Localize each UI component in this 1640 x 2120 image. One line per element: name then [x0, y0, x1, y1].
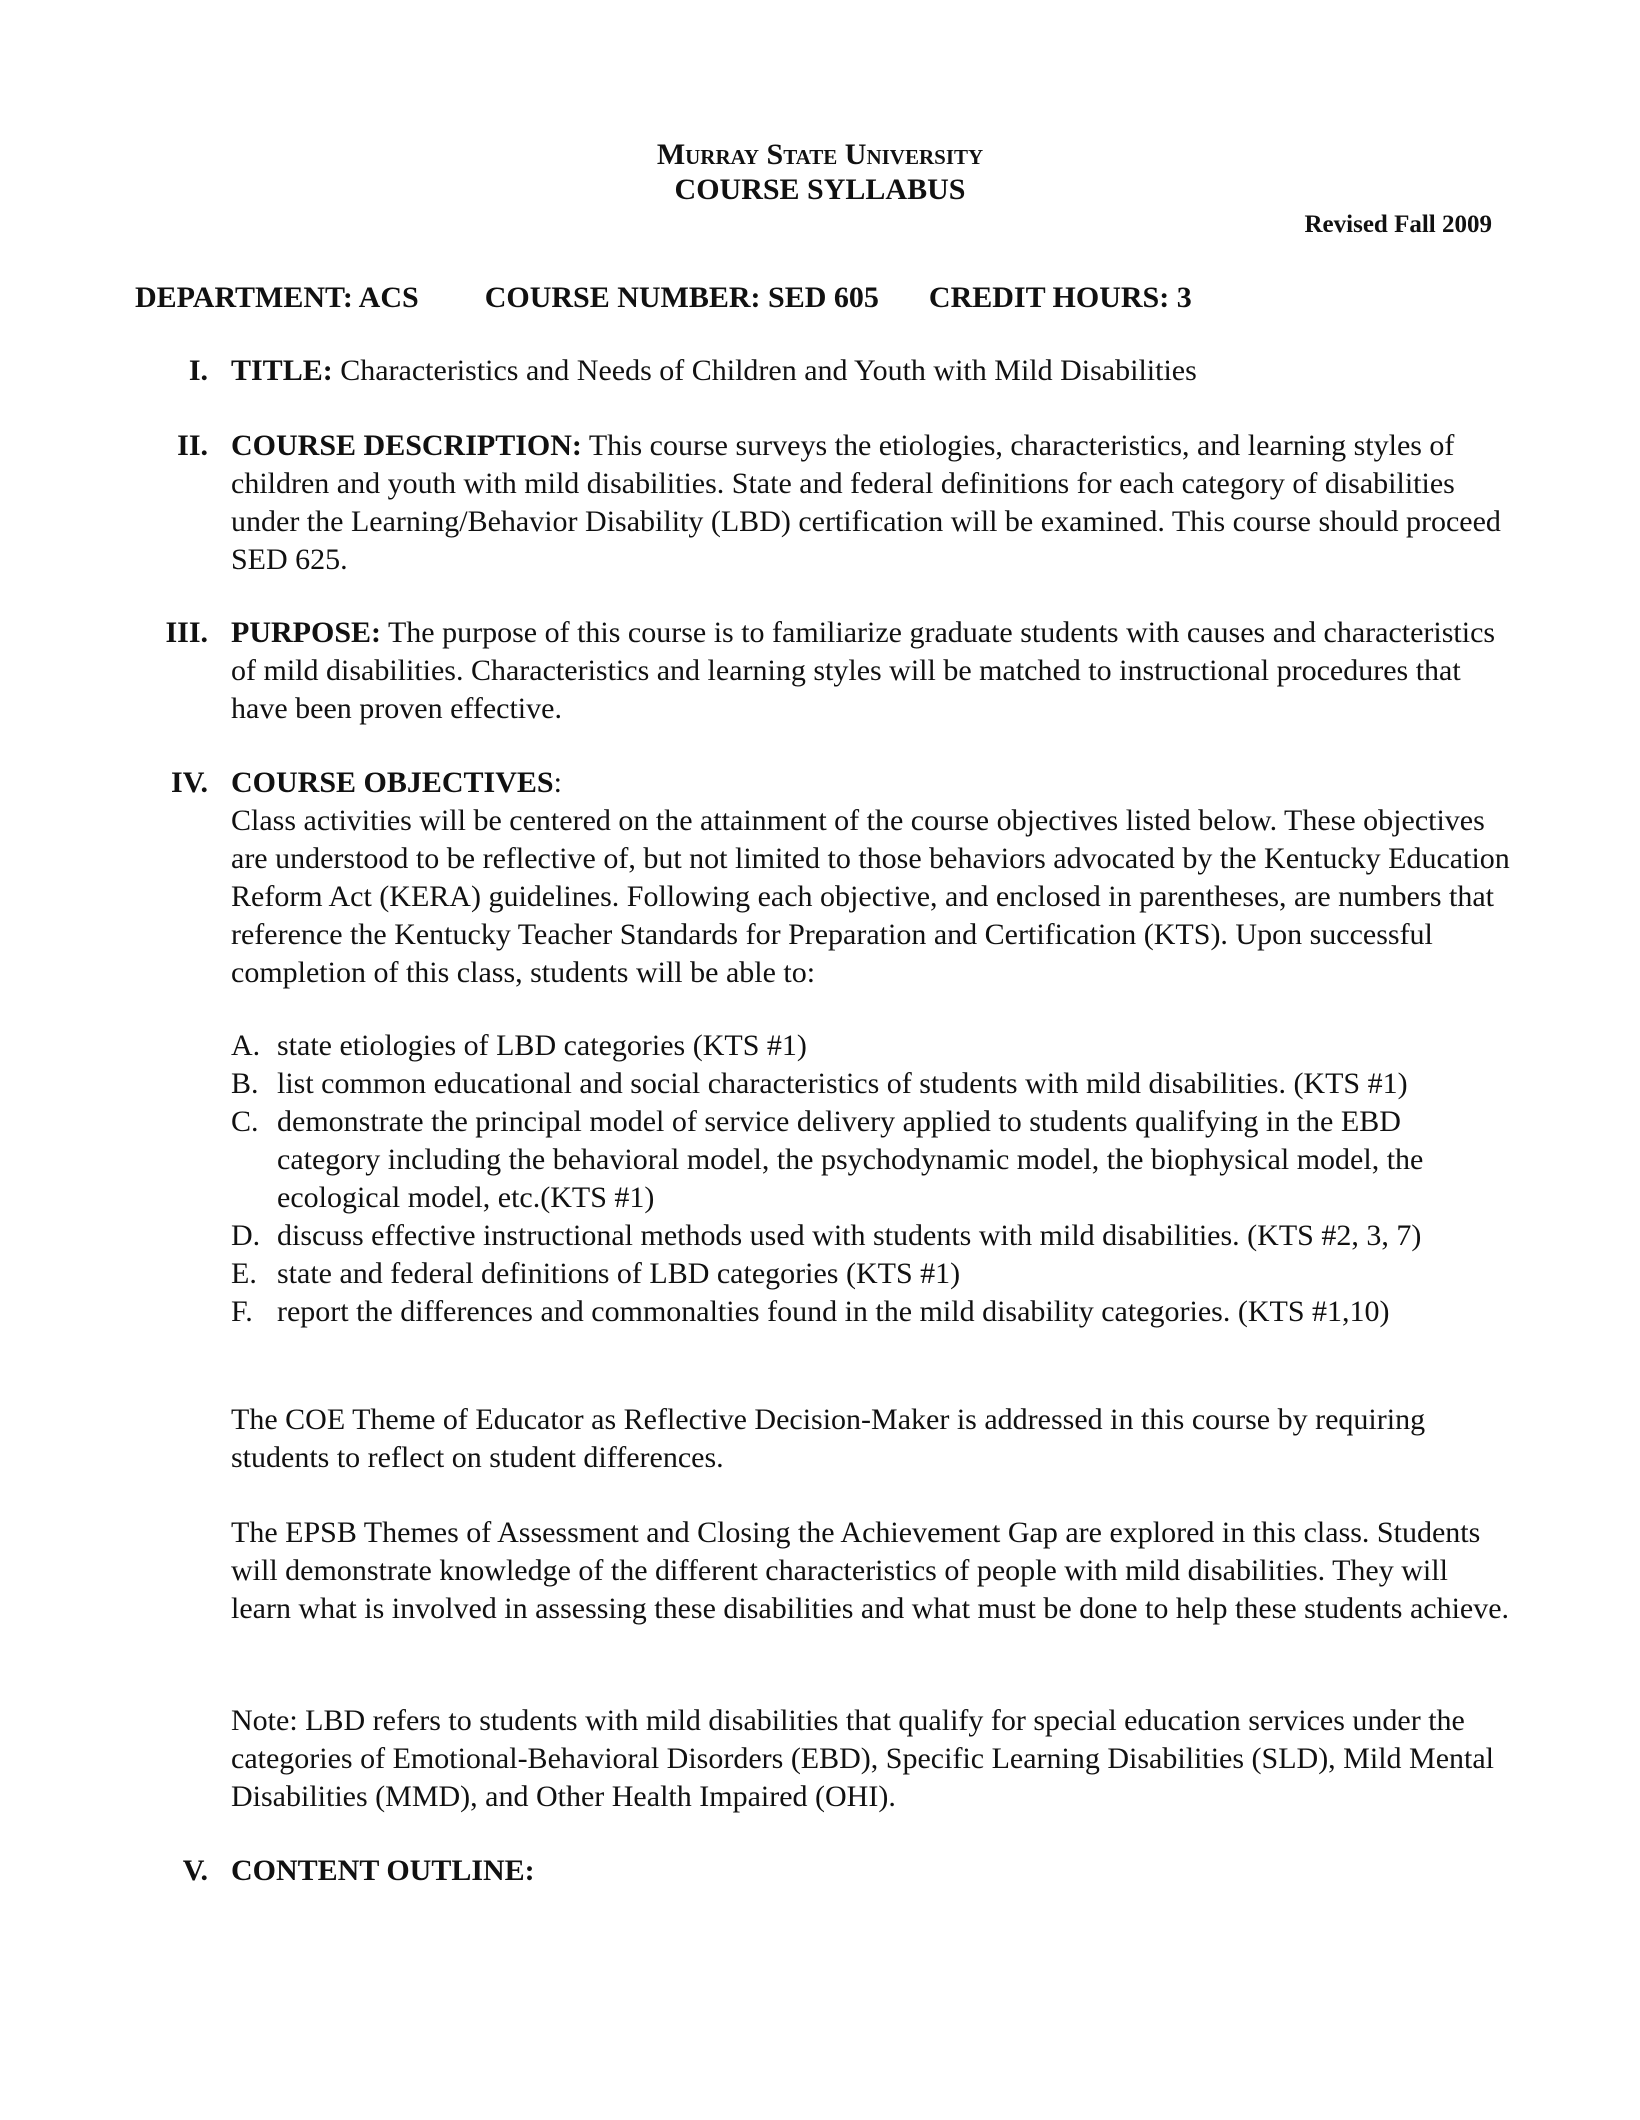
section-label: CONTENT OUTLINE: — [231, 1854, 535, 1887]
item-text: demonstrate the principal model of service delivery applied to students qualifying in the EBD category including the behavioral model, the psychodynamic model, the biophysical model, the ecological model, etc.(KTS #1) — [277, 1105, 1424, 1214]
lbd-note-paragraph: Note: LBD refers to students with mild disabilities that qualify for special education services under the categories of Emotional-Behavioral Disorders (EBD), Specific Learning Disabilities (SLD), Mild Mental Disabilities (MMD), and Other Health Impaired (OHI). — [231, 1704, 1495, 1813]
course-title-text: Characteristics and Needs of Children and Youth with Mild Disabilities — [332, 354, 1197, 387]
objectives-intro: Class activities will be centered on the attainment of the course objectives listed below. These objectives are understood to be reflective of, but not limited to those behaviors advocated by the Kentucky Education Reform Act (KERA) guidelines. Following each objective, and enclosed in parentheses, are numbers that reference the Kentucky Teacher Standards for Preparation and Certification (KTS). Upon successful completion of this class, students will be able to: — [231, 804, 1510, 989]
item-text: list common educational and social characteristics of students with mild disabilities. (KTS #1) — [277, 1067, 1408, 1100]
section-label: TITLE: — [231, 354, 333, 387]
course-info-line — [135, 280, 1192, 316]
course-number: COURSE NUMBER: SED 605 — [484, 281, 879, 314]
item-letter: D. — [231, 1219, 261, 1252]
objectives-list — [231, 1027, 1511, 1331]
section-label: PURPOSE: — [231, 616, 381, 649]
revision-date: Revised Fall 2009 — [1304, 211, 1492, 238]
department: DEPARTMENT: ACS — [135, 281, 419, 314]
list-item — [231, 1065, 1511, 1103]
section-label: COURSE DESCRIPTION: — [231, 429, 582, 462]
item-letter: B. — [231, 1067, 259, 1100]
section-number: I. — [188, 354, 208, 387]
item-text: state etiologies of LBD categories (KTS #1) — [277, 1029, 807, 1062]
document-title: COURSE SYLLABUS — [674, 173, 966, 206]
section-label: COURSE OBJECTIVES — [231, 766, 554, 799]
section-number: III. — [165, 616, 208, 649]
purpose-text: The purpose of this course is to familiarize graduate students with causes and characteristics of mild disabilities. Characteristics and learning styles will be matched to instructional procedures that have been proven effective. — [231, 616, 1496, 725]
list-item — [231, 1255, 1511, 1293]
section-number: II. — [177, 429, 208, 462]
list-item — [231, 1103, 1511, 1217]
list-item — [231, 1217, 1511, 1255]
section-label-colon: : — [553, 766, 562, 799]
item-text: report the differences and commonalties found in the mild disability categories. (KTS #1,10) — [277, 1295, 1390, 1328]
university-name: Murray State University — [656, 138, 984, 171]
list-item — [231, 1027, 1511, 1065]
item-text: state and federal definitions of LBD categories (KTS #1) — [277, 1257, 961, 1290]
item-text: discuss effective instructional methods used with students with mild disabilities. (KTS #2, 3, 7) — [277, 1219, 1422, 1252]
item-letter: F. — [231, 1295, 253, 1328]
list-item — [231, 1293, 1511, 1331]
item-letter: C. — [231, 1105, 259, 1138]
epsb-themes-paragraph: The EPSB Themes of Assessment and Closing the Achievement Gap are explored in this class. Students will demonstrate knowledge of the different characteristics of people with mild disabilities. They will learn what is involved in assessing these disabilities and what must be done to help these students achieve. — [231, 1516, 1510, 1625]
coe-theme-paragraph: The COE Theme of Educator as Reflective Decision-Maker is addressed in this course by requiring students to reflect on student differences. — [231, 1403, 1426, 1474]
section-number: V. — [182, 1854, 208, 1887]
description-text: This course surveys the etiologies, characteristics, and learning styles of children and youth with mild disabilities. State and federal definitions for each category of disabilities under the Learning/Behavior Disability (LBD) certification will be examined. This course should proceed SED 625. — [231, 429, 1501, 576]
item-letter: A. — [231, 1029, 261, 1062]
item-letter: E. — [231, 1257, 257, 1290]
credit-hours: CREDIT HOURS: 3 — [928, 281, 1192, 314]
section-number: IV. — [171, 766, 208, 799]
